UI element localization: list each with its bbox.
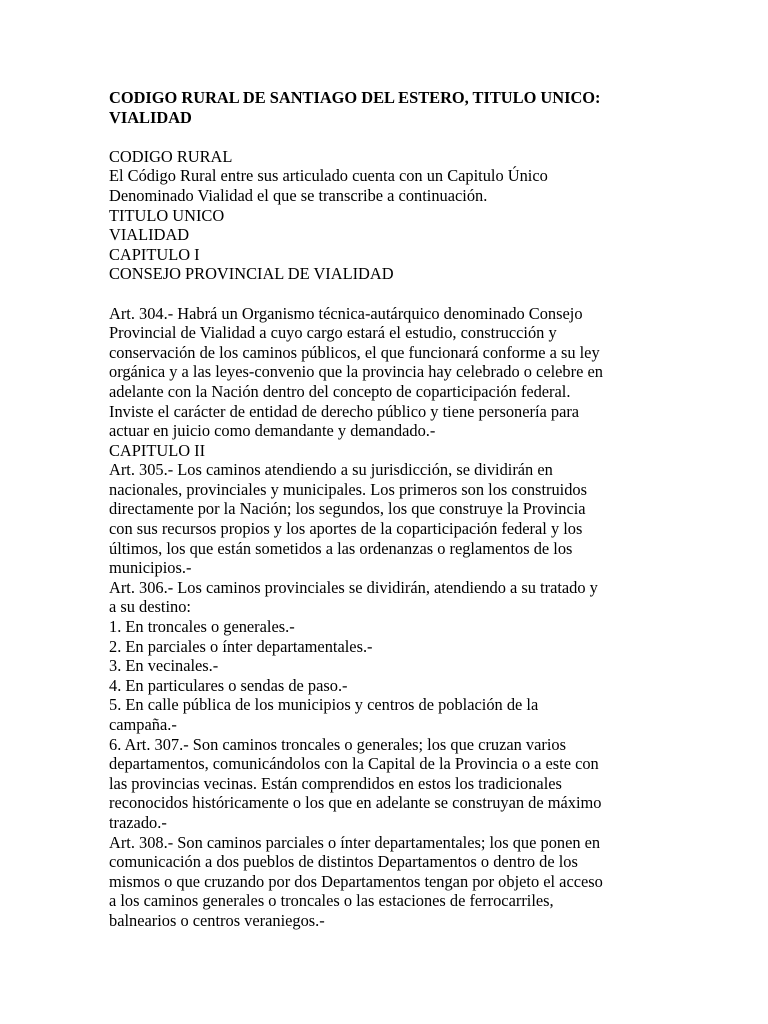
document-page <box>109 88 665 931</box>
body-line: 4. En particulares o sendas de paso.- <box>109 675 348 695</box>
body-line: 6. Art. 307.- Son caminos troncales o generales; los que cruzan varios <box>109 734 566 754</box>
body-line: a su destino: <box>109 597 191 617</box>
body-line: a los caminos generales o troncales o las estaciones de ferrocarriles, <box>109 891 554 911</box>
body-line: campaña.- <box>109 715 177 734</box>
body-line: municipios.- <box>109 558 192 578</box>
body-line: Art. 304.- Habrá un Organismo técnica-autárquico denominado Consejo <box>109 303 583 323</box>
intro-line: CONSEJO PROVINCIAL DE VIALIDAD <box>109 264 394 284</box>
body-line: comunicación a dos pueblos de distintos Departamentos o dentro de los <box>109 852 578 872</box>
intro-line: CAPITULO I <box>109 244 200 264</box>
body-line: orgánica y a las leyes-convenio que la provincia hay celebrado o celebre en <box>109 362 603 382</box>
body-line: últimos, los que están sometidos a las ordenanzas o reglamentos de los <box>109 538 573 558</box>
intro-section <box>109 147 665 284</box>
intro-line: TITULO UNICO <box>109 205 225 225</box>
title-line: VIALIDAD <box>109 107 192 127</box>
body-line: trazado.- <box>109 812 167 832</box>
body-line: CAPITULO II <box>109 440 206 460</box>
body-line: 3. En vecinales.- <box>109 656 219 676</box>
body-line: 5. En calle pública de los municipios y centros de población de la <box>109 695 539 715</box>
body-line: nacionales, provinciales y municipales. Los primeros son los construidos <box>109 479 587 499</box>
intro-line: El Código Rural entre sus articulado cuenta con un Capitulo Único <box>109 166 548 186</box>
body-section <box>109 304 665 931</box>
body-line: mismos o que cruzando por dos Departamentos tengan por objeto el acceso <box>109 871 603 891</box>
body-line: Inviste el carácter de entidad de derecho público y tiene personería para <box>109 401 580 421</box>
body-line: departamentos, comunicándolos con la Capital de la Provincia o a este con <box>109 754 599 774</box>
body-line: adelante con la Nación dentro del concepto de coparticipación federal. <box>109 381 571 401</box>
intro-line: Denominado Vialidad el que se transcribe a continuación. <box>109 185 488 205</box>
body-line: 1. En troncales o generales.- <box>109 617 295 637</box>
body-line: con sus recursos propios y los aportes de la coparticipación federal y los <box>109 519 583 539</box>
document-title <box>109 88 665 127</box>
body-line: Art. 306.- Los caminos provinciales se dividirán, atendiendo a su tratado y <box>109 577 598 597</box>
intro-line: VIALIDAD <box>109 225 190 245</box>
body-line: actuar en juicio como demandante y demandado.- <box>109 421 436 441</box>
body-line: conservación de los caminos públicos, el que funcionará conforme a su ley <box>109 342 600 362</box>
body-line: reconocidos históricamente o los que en adelante se construyan de máximo <box>109 793 602 813</box>
paragraph-gap <box>109 284 665 304</box>
body-line: las provincias vecinas. Están comprendidos en estos los tradicionales <box>109 773 562 793</box>
intro-line: CODIGO RURAL <box>109 146 233 166</box>
body-line: balnearios o centros veraniegos.- <box>109 910 325 930</box>
body-line: directamente por la Nación; los segundos, los que construye la Provincia <box>109 499 586 519</box>
body-line: 2. En parciales o ínter departamentales.- <box>109 636 373 656</box>
title-line: CODIGO RURAL DE SANTIAGO DEL ESTERO, TITULO UNICO: <box>109 88 601 107</box>
body-line: Art. 305.- Los caminos atendiendo a su jurisdicción, se dividirán en <box>109 460 553 480</box>
body-line: Provincial de Vialidad a cuyo cargo estará el estudio, construcción y <box>109 323 557 343</box>
body-line: Art. 308.- Son caminos parciales o ínter departamentales; los que ponen en <box>109 832 601 852</box>
